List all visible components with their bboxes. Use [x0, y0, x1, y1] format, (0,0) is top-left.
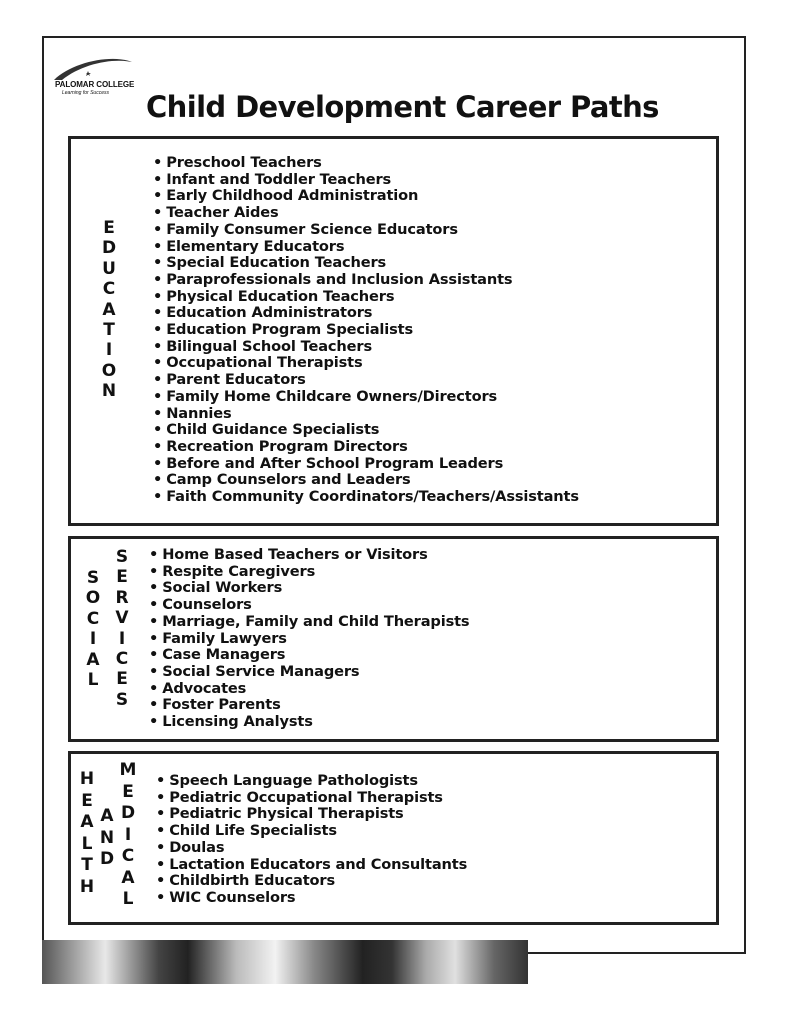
heading-letter: A: [86, 649, 100, 670]
list-item: • Child Life Specialists: [156, 823, 467, 840]
decorative-gradient-bar: [42, 940, 528, 984]
heading-letter: S: [115, 547, 129, 567]
list-item: • Doulas: [156, 840, 467, 857]
list-item: • Nannies: [153, 406, 579, 423]
list-item: • Home Based Teachers or Visitors: [149, 547, 469, 564]
and-heading: [97, 806, 117, 871]
list-item: • Speech Language Pathologists: [156, 773, 467, 790]
heading-letter: L: [81, 833, 93, 854]
heading-letter: A: [121, 867, 135, 888]
education-career-list: [153, 155, 579, 506]
list-item: • Case Managers: [149, 647, 469, 664]
list-item: • Social Service Managers: [149, 664, 469, 681]
medical-heading: [118, 760, 138, 911]
list-item: • Occupational Therapists: [153, 355, 579, 372]
list-item: • Before and After School Program Leaders: [153, 456, 579, 473]
list-item: • Infant and Toddler Teachers: [153, 172, 579, 189]
heading-letter: E: [116, 669, 128, 690]
health-heading: [77, 769, 97, 898]
heading-letter: L: [122, 889, 134, 909]
heading-letter: N: [99, 827, 115, 848]
list-item: • Licensing Analysts: [149, 714, 469, 731]
logo-name: PALOMAR COLLEGE: [55, 80, 135, 89]
services-heading: [112, 547, 132, 710]
list-item: • Teacher Aides: [153, 205, 579, 222]
list-item: • Pediatric Physical Therapists: [156, 806, 467, 823]
heading-letter: L: [87, 670, 99, 691]
list-item: • Parent Educators: [153, 372, 579, 389]
heading-letter: I: [105, 340, 113, 361]
list-item: • Preschool Teachers: [153, 155, 579, 172]
heading-letter: E: [116, 567, 128, 588]
heading-letter: A: [100, 806, 114, 826]
list-item: • Early Childhood Administration: [153, 188, 579, 205]
heading-letter: C: [86, 608, 100, 629]
heading-letter: D: [101, 238, 117, 259]
heading-letter: D: [99, 849, 115, 869]
heading-letter: O: [85, 588, 101, 609]
heading-letter: I: [118, 628, 126, 649]
heading-letter: C: [115, 649, 129, 670]
heading-letter: C: [121, 846, 135, 866]
heading-letter: A: [80, 812, 94, 832]
heading-letter: E: [103, 218, 115, 238]
heading-letter: T: [103, 320, 115, 341]
heading-letter: C: [102, 279, 116, 300]
heading-letter: T: [81, 855, 93, 875]
list-item: • Elementary Educators: [153, 239, 579, 256]
health-medical-section: [68, 751, 719, 925]
list-item: • Recreation Program Directors: [153, 439, 579, 456]
logo-tagline: Learning for Success: [62, 90, 109, 96]
heading-letter: U: [102, 258, 116, 279]
list-item: • Physical Education Teachers: [153, 289, 579, 306]
heading-letter: S: [86, 568, 100, 588]
list-item: • Respite Caregivers: [149, 564, 469, 581]
list-item: • Family Lawyers: [149, 631, 469, 648]
education-section: [68, 136, 719, 526]
heading-letter: M: [119, 760, 137, 780]
heading-letter: V: [115, 608, 129, 629]
list-item: • Family Home Childcare Owners/Directors: [153, 389, 579, 406]
heading-letter: E: [81, 790, 93, 811]
heading-letter: O: [101, 360, 117, 381]
health-medical-career-list: [156, 773, 467, 907]
list-item: • Bilingual School Teachers: [153, 339, 579, 356]
list-item: • Special Education Teachers: [153, 255, 579, 272]
list-item: • Child Guidance Specialists: [153, 422, 579, 439]
list-item: • Education Program Specialists: [153, 322, 579, 339]
social-heading: [83, 568, 103, 690]
list-item: • Social Workers: [149, 580, 469, 597]
heading-letter: H: [79, 769, 95, 789]
education-heading: [99, 218, 119, 402]
list-item: • WIC Counselors: [156, 890, 467, 907]
heading-letter: I: [89, 629, 97, 650]
heading-letter: A: [102, 299, 116, 320]
list-item: • Camp Counselors and Leaders: [153, 472, 579, 489]
list-item: • Pediatric Occupational Therapists: [156, 790, 467, 807]
social-services-career-list: [149, 547, 469, 731]
page-title: Child Development Career Paths: [146, 90, 659, 124]
heading-letter: N: [101, 381, 117, 402]
list-item: • Marriage, Family and Child Therapists: [149, 614, 469, 631]
heading-letter: I: [124, 824, 132, 845]
list-item: • Foster Parents: [149, 697, 469, 714]
list-item: • Education Administrators: [153, 305, 579, 322]
list-item: • Advocates: [149, 681, 469, 698]
heading-letter: S: [115, 689, 129, 710]
heading-letter: D: [120, 803, 136, 823]
heading-letter: R: [115, 587, 129, 608]
social-services-section: [68, 536, 719, 742]
heading-letter: H: [79, 876, 95, 897]
list-item: • Childbirth Educators: [156, 873, 467, 890]
list-item: • Faith Community Coordinators/Teachers/Assistants: [153, 489, 579, 506]
list-item: • Family Consumer Science Educators: [153, 222, 579, 239]
heading-letter: E: [122, 781, 134, 802]
list-item: • Paraprofessionals and Inclusion Assistants: [153, 272, 579, 289]
list-item: • Counselors: [149, 597, 469, 614]
list-item: • Lactation Educators and Consultants: [156, 857, 467, 874]
